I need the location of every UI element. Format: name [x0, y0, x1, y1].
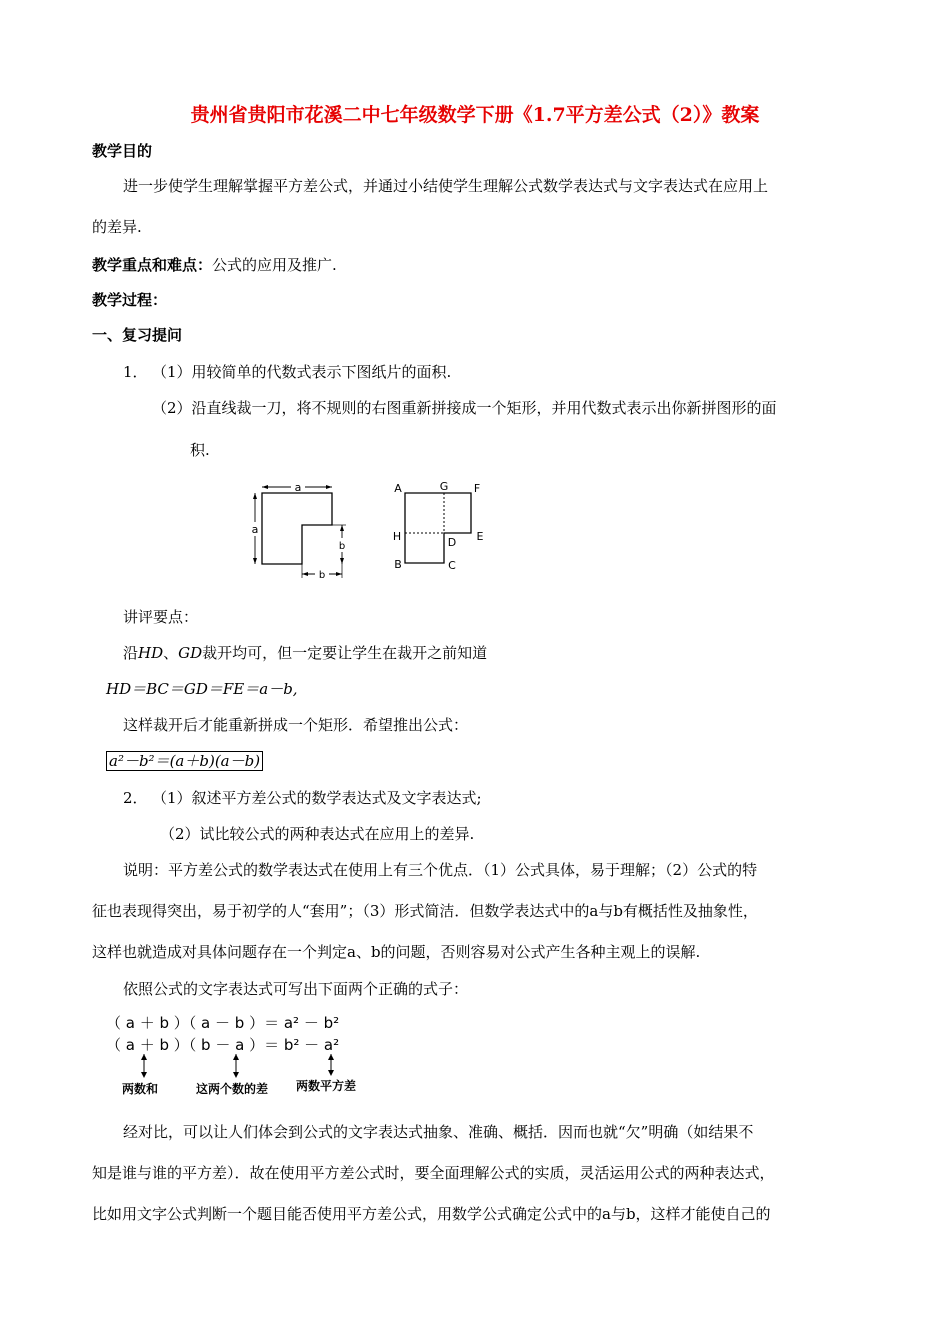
review-equation: HD＝BC＝GD＝FE＝a－b,: [106, 680, 298, 698]
goal-line-1: 进一步使学生理解掌握平方差公式，并通过小结使学生理解公式数学表达式与文字表达式在应用上: [123, 177, 769, 195]
formula-label-square-diff: 两数平方差: [296, 1079, 357, 1093]
fig1-label-b-right: b: [338, 541, 346, 552]
fig2-label-A: A: [394, 482, 402, 495]
fig2-label-C: C: [448, 559, 456, 572]
fig2-label-H: H: [392, 530, 402, 543]
fig2-label-D: D: [447, 536, 457, 549]
formula-box: a²－b²＝(a＋b)(a－b): [106, 751, 263, 771]
formula-label-sum: 两数和: [122, 1082, 159, 1096]
q1-part1: （1）用较简单的代数式表示下图纸片的面积.: [152, 363, 452, 381]
q1-number: 1．: [123, 363, 148, 381]
fig1-label-b-bottom: b: [318, 570, 326, 581]
formula-label-diff: 这两个数的差: [196, 1082, 269, 1096]
fig2-label-F: F: [473, 482, 481, 495]
formula-annotation-figure: [106, 1008, 406, 1100]
compare-line2: 知是谁与谁的平方差）．故在使用平方差公式时，要全面理解公式的实质，灵活运用公式的两种表达式，: [92, 1164, 775, 1182]
q1-part2-line2: 积.: [190, 441, 210, 459]
page-title: 贵州省贵阳市花溪二中七年级数学下册《1.7平方差公式（2）》教案: [190, 104, 760, 126]
review-line1-pre: 沿: [123, 644, 139, 662]
formula-row2: （ a ＋ b ）（ b － a ）＝ b² － a²: [106, 1036, 340, 1054]
q2-part1: （1）叙述平方差公式的数学表达式及文字表达式;: [152, 789, 482, 807]
goal-heading: 教学目的: [92, 142, 153, 160]
review-line1-hd: HD: [138, 644, 164, 662]
goal-line-2: 的差异.: [92, 218, 142, 236]
q1-part2-line1: （2）沿直线裁一刀，将不规则的右图重新拼接成一个矩形，并用代数式表示出你新拼图形的面: [152, 399, 777, 417]
section1-heading: 一、复习提问: [92, 326, 183, 344]
fig1-label-a-left: a: [251, 523, 259, 536]
compare-line3: 比如用文字公式判断一个题目能否使用平方差公式，用数学公式确定公式中的a与b，这样才能使自己的: [92, 1205, 771, 1223]
review-line3: 这样裁开后才能重新拼成一个矩形．希望推出公式：: [123, 716, 469, 734]
fig2-label-G: G: [439, 480, 449, 493]
q2-part2: （2）试比较公式的两种表达式在应用上的差异.: [160, 825, 475, 843]
fig1-label-a-top: a: [294, 481, 302, 494]
cut-figure: [388, 478, 498, 576]
process-heading: 教学过程：: [92, 291, 168, 309]
review-line1-gd: GD: [178, 644, 203, 662]
fig2-label-E: E: [476, 530, 484, 543]
l-shape-figure: [248, 478, 358, 584]
formula-row1: （ a ＋ b ）（ a － b ）＝ a² － b²: [106, 1014, 340, 1032]
explain-line1: 说明：平方差公式的数学表达式在使用上有三个优点．（1）公式具体，易于理解；（2）公式的特: [123, 861, 758, 879]
review-label: 讲评要点：: [123, 608, 199, 626]
basis-line: 依照公式的文字表达式可写出下面两个正确的式子：: [123, 980, 469, 998]
q2-number: 2．: [123, 789, 148, 807]
key-label: 教学重点和难点：: [92, 256, 213, 274]
compare-line1: 经对比，可以让人们体会到公式的文字表达式抽象、准确、概括．因而也就“欠”明确（如结果不: [123, 1123, 754, 1141]
key-text: 公式的应用及推广.: [212, 256, 337, 274]
explain-line3: 这样也就造成对具体问题存在一个判定a、b的问题，否则容易对公式产生各种主观上的误解.: [92, 943, 701, 961]
review-line1-post: 裁开均可，但一定要让学生在裁开之前知道: [202, 644, 488, 662]
fig2-label-B: B: [394, 558, 402, 571]
review-line1-sep: 、: [163, 644, 179, 662]
explain-line2: 征也表现得突出，易于初学的人“套用”；（3）形式简洁．但数学表达式中的a与b有概括性及抽象性，: [92, 902, 758, 920]
